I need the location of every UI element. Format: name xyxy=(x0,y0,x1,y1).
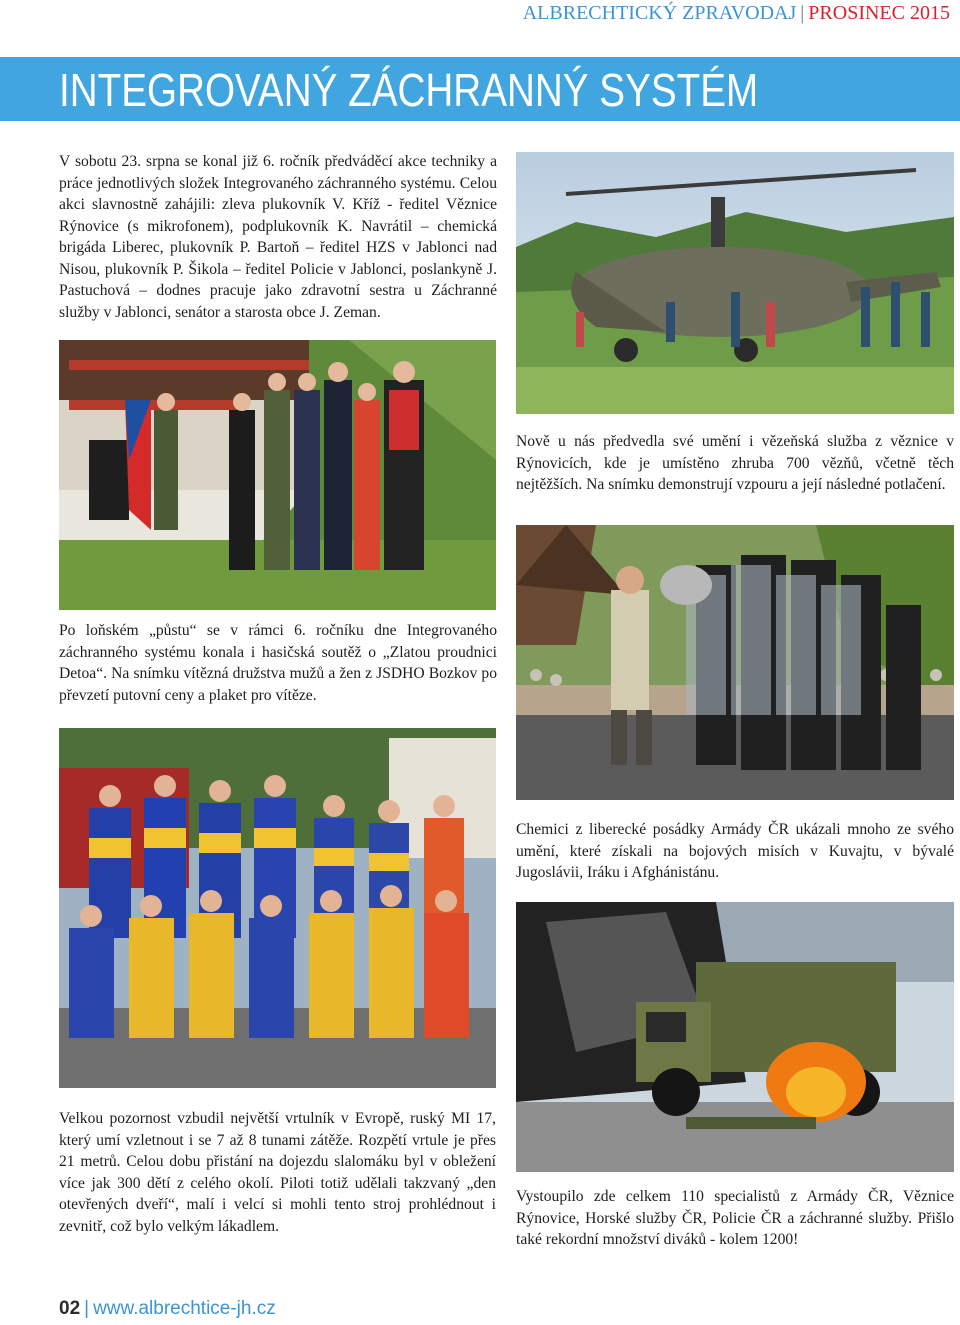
website-link[interactable]: www.albrechtice-jh.cz xyxy=(93,1298,276,1319)
chemists-paragraph: Chemici z liberecké posádky Armády ČR ukázali mnoho ze svého umění, které získali na bojových misích v Kuvajtu, v bývalé Jugoslávii, Iráku i Afghánistánu. xyxy=(516,821,954,881)
helicopter-paragraph: Velkou pozornost vzbudil největší vrtulník v Evropě, ruský MI 17, který umí vzletnout i se 7 až 8 tunami zátěže. Rozpětí vrtule je přes 21 metrů. Celou dobu přistání na dojezdu slalomáku byl v obležení více jak 300 dětí z celého okolí. Piloti totiž udělali takzvaný „den otevřených dveří“, malí i velcí si mohli tento stroj prohlédnout i zevnitř, což bylo velkým lákadlem. xyxy=(59,1110,496,1235)
header-separator: | xyxy=(800,2,805,24)
truck-photo xyxy=(516,902,954,1172)
page-number: 02 xyxy=(59,1298,81,1319)
prison-paragraph: Nově u nás předvedla své umění i vězeňská služba z věznice v Rýnovicích, kde je umístěno zhruba 700 vězňů, včetně těch nejtěžších. Na snímku demonstrují vzpouru a její následné potlačení. xyxy=(516,433,954,493)
page-title: INTEGROVANÝ ZÁCHRANNÝ SYSTÉM xyxy=(59,64,759,116)
firefighters-paragraph: Po loňském „půstu“ se v rámci 6. ročníku dne Integrovaného záchranného systému konala i hasičská soutěž o „Zlatou proudnici Detoa“. Na snímku vítězná družstva mužů a žen z JSDHO Bozkov po převzetí putovní ceny a plaket pro vítěze. xyxy=(59,622,497,704)
helicopter-photo xyxy=(516,152,954,414)
page-footer xyxy=(59,1298,276,1320)
running-header xyxy=(523,0,950,26)
intro-paragraph: V sobotu 23. srpna se konal již 6. ročník předváděcí akce techniky a práce jednotlivých složek Integrovaného záchranného systému. Celou akci slavnostně zahájili: zleva plukovník V. Kříž - ředitel Věznice Rýnovice (s mikrofonem), podplukovník K. Navrátil – chemická brigáda Liberec, plukovník P. Bartoň – ředitel HZS v Jablonci nad Nisou, plukovník P. Šikola – ředitel Policie v Jablonci, poslankyně J. Pastuchová – dodnes pracuje jako zdravotní sestra u Záchranné služby v Jablonci, senátor a starosta obce J. Zeman. xyxy=(59,153,497,321)
title-band xyxy=(0,57,960,121)
ceremony-photo xyxy=(59,340,496,610)
riot-photo xyxy=(516,525,954,800)
issue-date: PROSINEC 2015 xyxy=(808,2,950,24)
firefighters-photo xyxy=(59,728,496,1088)
summary-paragraph: Vystoupilo zde celkem 110 specialistů z Armády ČR, Věznice Rýnovice, Horské služby ČR, Policie ČR a záchranné služby. Přišlo také rekordní množství diváků - kolem 1200! xyxy=(516,1188,954,1248)
footer-separator: | xyxy=(84,1298,90,1319)
publication-name: ALBRECHTICKÝ ZPRAVODAJ xyxy=(522,2,797,24)
